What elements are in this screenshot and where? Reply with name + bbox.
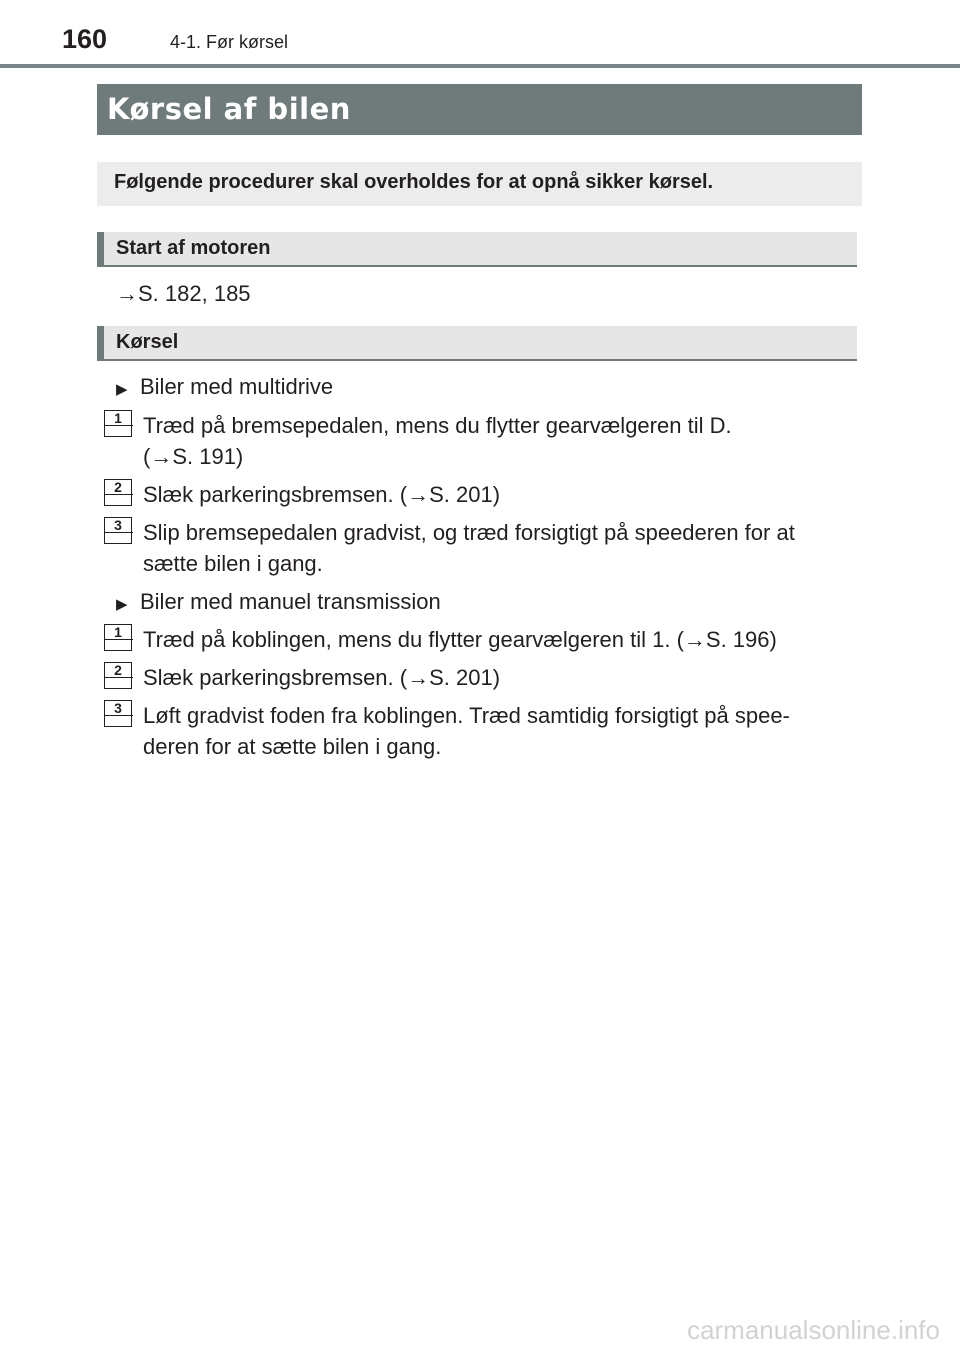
step-text: Løft gradvist foden fra koblingen. Træd samtidig forsigtigt på spee- deren for at sætte bilen i gang. [143, 703, 790, 759]
step-number-box: 3 [104, 517, 132, 544]
subheading-label: Kørsel [116, 331, 179, 353]
header-rule [0, 64, 960, 68]
page-number: 160 [62, 24, 108, 54]
step-number-box: 1 [104, 624, 132, 651]
step-text: Slip bremsepedalen gradvist, og træd forsigtigt på speederen for at sætte bilen i gang. [143, 520, 795, 576]
intro-box [97, 162, 862, 206]
step-text: Slæk parkeringsbremsen. (→S. 201) [143, 665, 501, 690]
subheading-label: Start af motoren [116, 237, 271, 259]
right-arrow-icon: → [116, 281, 138, 306]
start-reference [116, 278, 251, 309]
subheading-start-engine [97, 232, 857, 267]
step-text: Træd på bremsepedalen, mens du flytter gearvælgeren til D. (→S. 191) [143, 413, 732, 469]
step-number-box: 2 [104, 662, 132, 689]
step-number-box: 1 [104, 410, 132, 437]
step-text: Træd på koblingen, mens du flytter gearvælgeren til 1. (→S. 196) [143, 627, 777, 652]
page-title: Kørsel af bilen [107, 92, 351, 126]
step-number-box: 2 [104, 479, 132, 506]
triangle-bullet-icon: ▶ [116, 381, 128, 398]
section-breadcrumb: 4-1. Før kørsel [170, 32, 289, 52]
triangle-bullet-icon: ▶ [116, 596, 128, 613]
group-label: ▶ Biler med manuel transmission [116, 586, 441, 620]
step-text: Slæk parkeringsbremsen. (→S. 201) [143, 482, 501, 507]
group-label: ▶ Biler med multidrive [116, 371, 333, 405]
watermark: carmanualsonline.info [687, 1315, 940, 1345]
reference-link[interactable]: S. 182, 185 [138, 281, 251, 306]
step-number-box: 3 [104, 700, 132, 727]
title-band [97, 84, 862, 135]
subheading-driving [97, 326, 857, 361]
intro-text: Følgende procedurer skal overholdes for at opnå sikker kørsel. [114, 171, 714, 193]
